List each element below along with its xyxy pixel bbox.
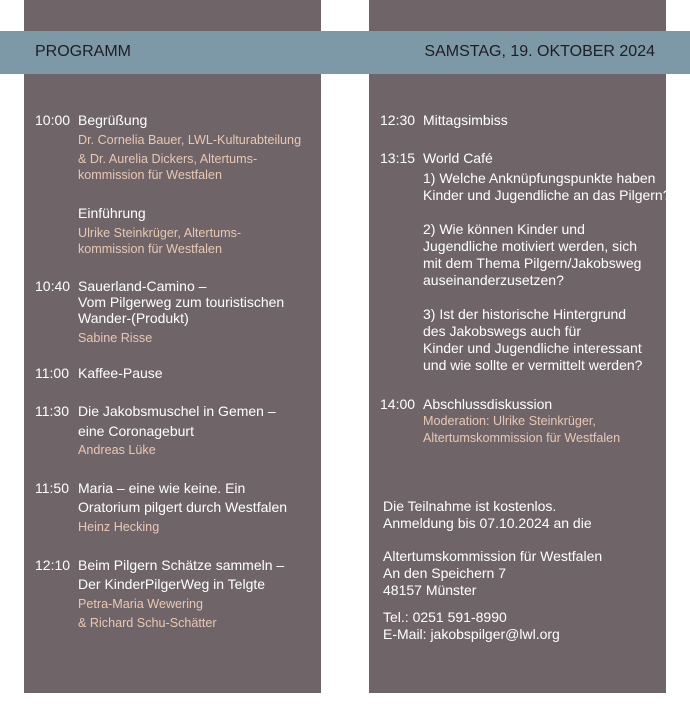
item-title: Begrüßung (78, 112, 148, 128)
question-text: auseinanderzusetzen? (423, 272, 564, 288)
item-title: Oratorium pilgert durch Westfalen (78, 499, 288, 515)
item-title: Kaffee-Pause (78, 365, 163, 381)
time-label: 11:50 (35, 480, 69, 496)
info-text: Die Teilnahme ist kostenlos. (383, 498, 557, 514)
event-date: SAMSTAG, 19. OKTOBER 2024 (424, 43, 655, 60)
item-title: Die Jakobsmuschel in Gemen – (78, 403, 276, 419)
time-label: 10:40 (35, 278, 71, 294)
question-text: 2) Wie können Kinder und (423, 221, 585, 237)
question-text: Kinder und Jugendliche interessant (423, 340, 642, 356)
time-label: 11:00 (35, 365, 69, 381)
item-title: Abschlussdiskussion (423, 396, 553, 412)
item-title: Sauerland-Camino – (78, 278, 207, 294)
item-title: eine Coronageburt (78, 423, 194, 439)
time-label: 12:30 (380, 112, 416, 128)
page-title: PROGRAMM (35, 43, 131, 60)
speaker-text: Heinz Hecking (78, 520, 160, 534)
speaker-text: Dr. Cornelia Bauer, LWL-Kulturabteilung (78, 133, 302, 147)
speaker-text: Altertumskommission für Westfalen (423, 431, 621, 445)
address-text: Altertumskommission für Westfalen (383, 548, 603, 564)
speaker-text: Moderation: Ulrike Steinkrüger, (423, 414, 596, 428)
question-text: mit dem Thema Pilgern/Jakobsweg (423, 255, 642, 271)
item-title: Beim Pilgern Schätze sammeln – (78, 557, 285, 573)
speaker-text: Andreas Lüke (78, 443, 156, 457)
item-title: Maria – eine wie keine. Ein (78, 480, 246, 496)
time-label: 13:15 (380, 150, 416, 166)
question-text: 3) Ist der historische Hintergrund (423, 306, 627, 322)
item-title: Einführung (78, 205, 146, 221)
item-title: Mittagsimbiss (423, 112, 508, 128)
time-label: 12:10 (35, 557, 71, 573)
speaker-text: & Richard Schu-Schätter (78, 616, 217, 630)
time-label: 11:30 (35, 403, 69, 419)
item-title: World Café (423, 150, 493, 166)
address-text: An den Speichern 7 (383, 565, 506, 581)
speaker-text: kommission für Westfalen (78, 242, 222, 256)
speaker-text: Petra-Maria Wewering (78, 597, 204, 611)
question-text: und wie sollte er vermittelt werden? (423, 357, 643, 373)
question-text: Jugendliche motiviert werden, sich (423, 238, 637, 254)
question-text: 1) Welche Anknüpfungspunkte haben (423, 170, 656, 186)
speaker-text: kommission für Westfalen (78, 168, 222, 182)
time-label: 14:00 (380, 396, 416, 412)
phone-text: Tel.: 0251 591-8990 (383, 609, 507, 625)
item-title: Vom Pilgerweg zum touristischen (78, 294, 285, 310)
email-text: E-Mail: jakobspilger@lwl.org (383, 626, 560, 642)
item-title: Der KinderPilgerWeg in Telgte (78, 576, 266, 592)
speaker-text: Ulrike Steinkrüger, Altertums- (78, 226, 242, 240)
question-text: Kinder und Jugendliche an das Pilgern? (423, 187, 671, 203)
address-text: 48157 Münster (383, 582, 477, 598)
speaker-text: & Dr. Aurelia Dickers, Altertums- (78, 152, 258, 166)
info-text: Anmeldung bis 07.10.2024 an die (383, 515, 592, 531)
question-text: des Jakobswegs auch für (423, 323, 581, 339)
item-title: Wander-(Produkt) (78, 310, 189, 326)
speaker-text: Sabine Risse (78, 331, 153, 345)
time-label: 10:00 (35, 112, 71, 128)
